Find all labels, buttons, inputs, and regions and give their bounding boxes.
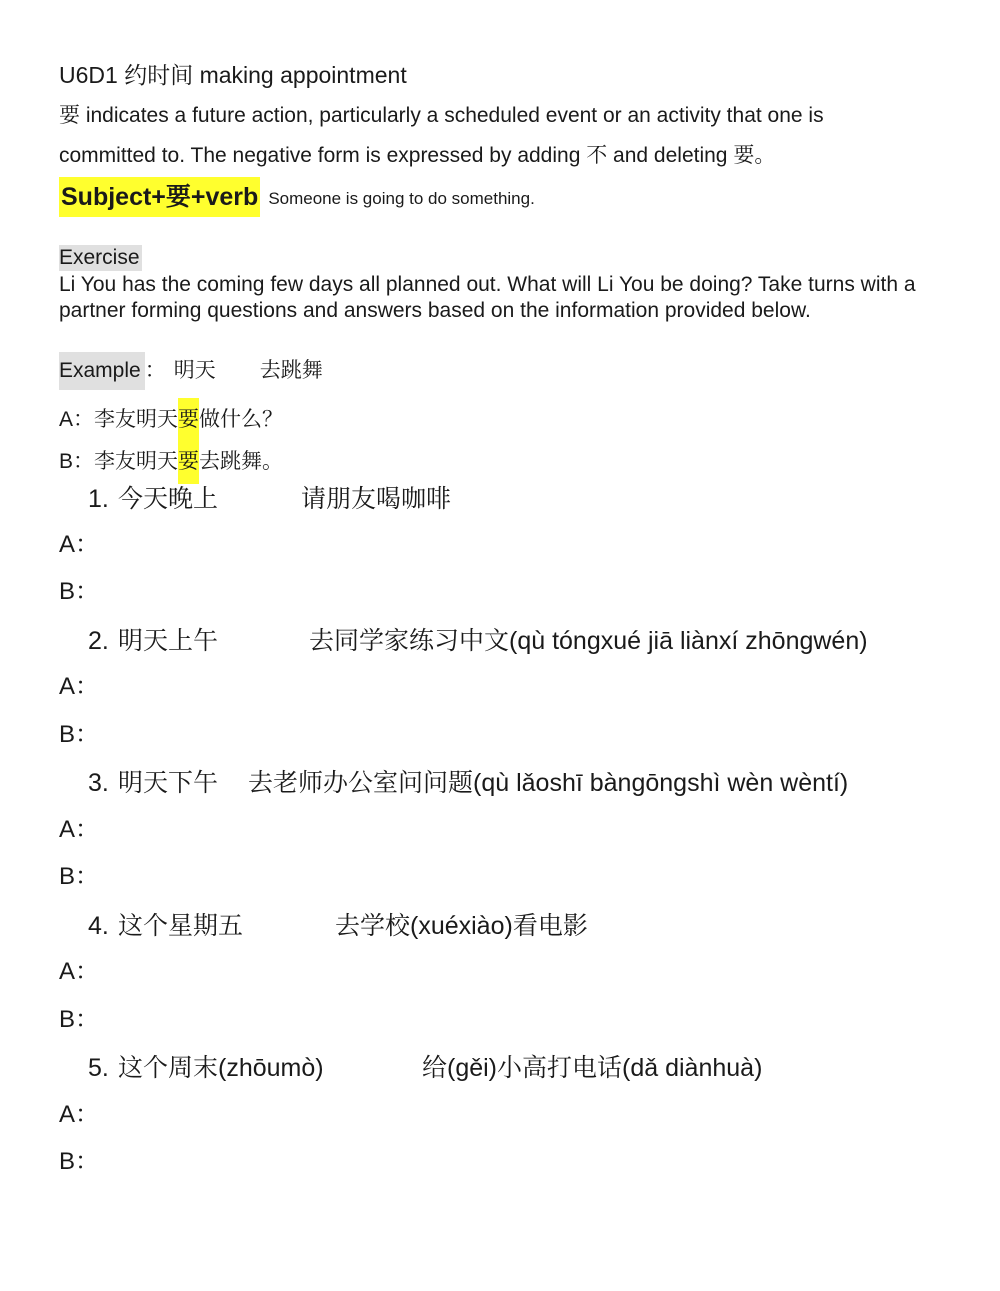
answer-b-label: B： [59,578,100,605]
question-2 [88,625,868,657]
example-line-a-prefix: A：李友明天 [59,408,179,431]
grammar-formula: Subject+要+verb [59,177,260,217]
example-time: 明天 [173,359,216,382]
question-time: 这个周末(zhōumò) [118,1054,324,1082]
answer-b-label: B： [59,721,100,748]
grammar-pattern-row [59,177,535,217]
example-line-a-suffix: 做什么？ [199,408,284,431]
question-number: 4. [88,912,109,940]
question-time: 明天上午 [118,627,219,655]
grammar-description: Someone is going to do something. [268,189,535,208]
example-colon: ： [144,359,166,382]
question-4 [88,910,588,942]
question-activity: 请朋友喝咖啡 [301,485,452,513]
example-line-b [59,440,283,484]
question-activity: 给(gěi)小高打电话(dǎ diànhuà) [422,1054,763,1082]
example-line-b-suffix: 去跳舞。 [199,450,284,473]
question-1 [88,483,451,515]
question-number: 2. [88,627,109,655]
answer-b-label: B： [59,1148,100,1175]
worksheet-title: U6D1 约时间 making appointment [59,62,407,88]
answer-b-label: B： [59,863,100,890]
answer-a-label: A： [59,673,100,700]
question-number: 1. [88,485,109,513]
intro-line-2: committed to. The negative form is expressed by adding 不 and deleting 要。 [59,144,776,167]
example-line-b-highlight: 要 [178,440,199,484]
answer-a-label: A： [59,531,100,558]
question-activity: 去学校(xuéxiào)看电影 [335,912,588,940]
question-activity: 去老师办公室问问题(qù lǎoshī bàngōngshì wèn wèntí) [248,769,849,797]
example-row [59,352,323,390]
exercise-instructions: Li You has the coming few days all planned out. What will Li You be doing? Take turns with a partner forming questions and answers based on the information provided below. [59,273,916,322]
question-number: 3. [88,769,109,797]
exercise-heading: Exercise [59,246,140,269]
intro-line-1: 要 indicates a future action, particularly a scheduled event or an activity that one is [59,104,824,127]
answer-a-label: A： [59,816,100,843]
answer-b-label: B： [59,1006,100,1033]
question-time: 这个星期五 [118,912,244,940]
question-number: 5. [88,1054,109,1082]
answer-a-label: A： [59,1101,100,1128]
example-label: Example [59,352,145,390]
question-time: 明天下午 [118,769,219,797]
example-line-a [59,398,283,442]
example-line-a-highlight: 要 [178,398,199,442]
question-activity: 去同学家练习中文(qù tóngxué jiā liànxí zhōngwén) [309,627,868,655]
example-line-b-prefix: B：李友明天 [59,450,179,473]
question-5 [88,1052,762,1084]
example-activity: 去跳舞 [259,359,323,382]
question-time: 今天晚上 [118,485,219,513]
answer-a-label: A： [59,958,100,985]
question-3 [88,767,848,799]
